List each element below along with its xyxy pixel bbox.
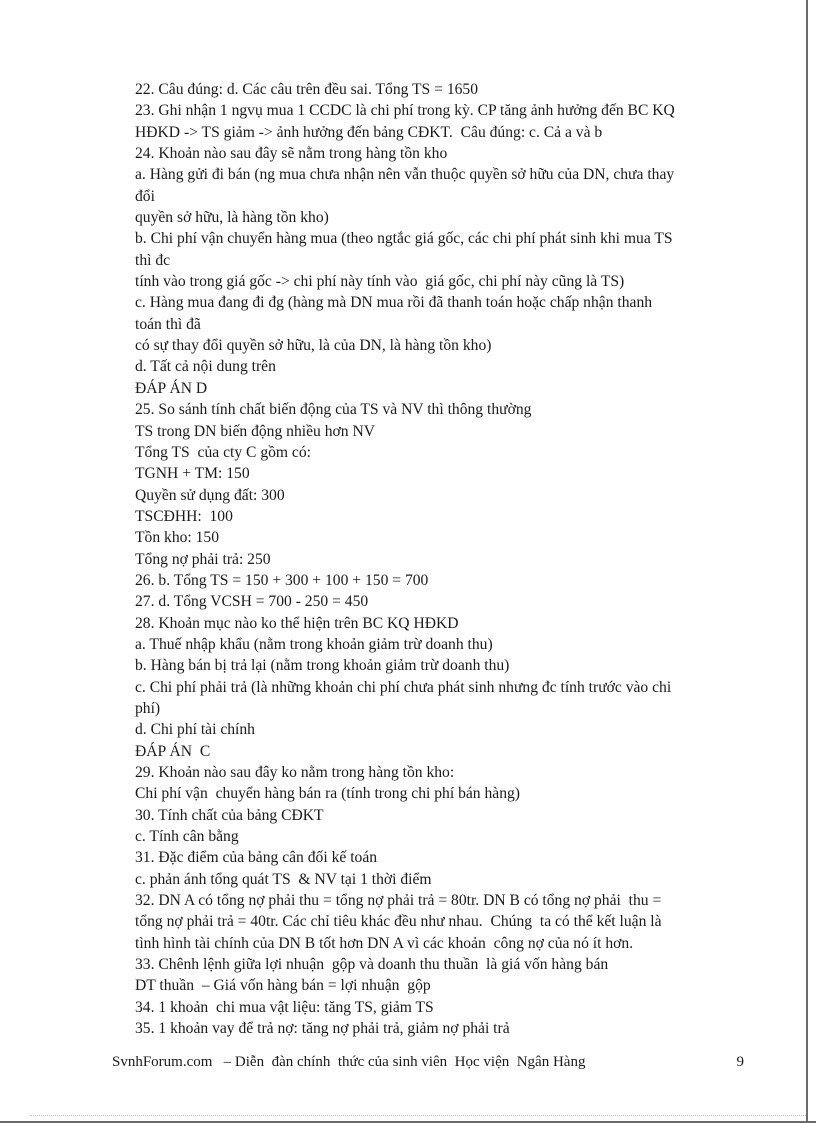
text-line: c. Hàng mua đang đi đg (hàng mà DN mua rồi đã thanh toán hoặc chấp nhận thanh <box>135 294 653 312</box>
text-line: b. Chi phí vận chuyển hàng mua (theo ngtắc giá gốc, các chi phí phát sinh khi mua TS <box>135 230 673 248</box>
page-number: 9 <box>736 1054 744 1070</box>
text-line: Tồn kho: 150 <box>135 529 220 547</box>
text-line: a. Hàng gửi đi bán (ng mua chưa nhận nên vẫn thuộc quyền sở hữu của DN, chưa thay <box>135 166 675 184</box>
text-line: 30. Tính chất của bảng CĐKT <box>135 806 324 824</box>
text-line: toán thì đã <box>135 315 201 333</box>
text-line: tính vào trong giá gốc -> chi phí này tính vào giá gốc, chi phí này cũng là TS) <box>135 273 625 291</box>
text-line: DT thuần – Giá vốn hàng bán = lợi nhuận gộp <box>135 977 431 995</box>
text-line: phí) <box>135 699 161 717</box>
text-line: a. Thuế nhập khẩu (nằm trong khoản giảm trừ doanh thu) <box>135 635 493 653</box>
text-line: 25. So sánh tính chất biến động của TS và NV thì thông thường <box>135 401 532 419</box>
text-line: c. phản ánh tổng quát TS & NV tại 1 thời điểm <box>135 870 432 888</box>
text-line: TS trong DN biến động nhiều hơn NV <box>135 422 375 440</box>
text-line: TGNH + TM: 150 <box>135 465 250 483</box>
text-line: 34. 1 khoản chi mua vật liệu: tăng TS, giảm TS <box>135 998 434 1016</box>
text-line: b. Hàng bán bị trả lại (nằm trong khoản giảm trừ doanh thu) <box>135 657 510 675</box>
text-line: thì đc <box>135 251 171 269</box>
text-line: đổi <box>135 187 155 205</box>
text-line: ĐÁP ÁN C <box>135 742 211 760</box>
document-body <box>135 79 745 1039</box>
text-line: TSCĐHH: 100 <box>135 507 233 525</box>
text-line: 33. Chênh lệnh giữa lợi nhuận gộp và doanh thu thuần là giá vốn hàng bán <box>135 956 609 974</box>
text-line: 28. Khoản mục nào ko thể hiện trên BC KQ HĐKD <box>135 614 459 632</box>
text-line: c. Chi phí phải trả (là những khoản chi phí chưa phát sinh nhưng đc tính trước vào chi <box>135 678 672 696</box>
text-line: 35. 1 khoản vay để trả nợ: tăng nợ phải trả, giảm nợ phải trả <box>135 1020 510 1038</box>
text-line: d. Tất cả nội dung trên <box>135 358 276 376</box>
text-line: 29. Khoản nào sau đây ko nằm trong hàng tồn kho: <box>135 764 455 781</box>
text-line: quyền sở hữu, là hàng tồn kho) <box>135 209 329 227</box>
text-line: tình hình tài chính của DN B tốt hơn DN A vì các khoản công nợ của nó ít hơn. <box>135 934 634 952</box>
text-line: ĐÁP ÁN D <box>135 379 208 397</box>
text-line: c. Tính cân bằng <box>135 828 239 846</box>
text-line: HĐKD -> TS giảm -> ảnh hưởng đến bảng CĐKT. Câu đúng: c. Cả a và b <box>135 123 603 141</box>
text-line: 32. DN A có tổng nợ phải thu = tổng nợ phải trả = 80tr. DN B có tổng nợ phải thu = <box>135 892 662 910</box>
text-line: 26. b. Tổng TS = 150 + 300 + 100 + 150 = 700 <box>135 571 429 589</box>
text-line: Tổng TS của cty C gồm có: <box>135 443 311 461</box>
text-line: 22. Câu đúng: d. Các câu trên đều sai. Tổng TS = 1650 <box>135 81 479 98</box>
text-line: 23. Ghi nhận 1 ngvụ mua 1 CCDC là chi phí trong kỳ. CP tăng ảnh hưởng đến BC KQ <box>135 102 675 120</box>
text-line: d. Chi phí tài chính <box>135 721 255 739</box>
text-line: có sự thay đổi quyền sở hữu, là của DN, là hàng tồn kho) <box>135 337 492 355</box>
text-line: tổng nợ phải trả = 40tr. Các chỉ tiêu khác đều như nhau. Chúng ta có thể kết luận là <box>135 913 662 931</box>
text-line: Chi phí vận chuyển hàng bán ra (tính trong chi phí bán hàng) <box>135 785 520 803</box>
text-line: Quyền sử dụng đất: 300 <box>135 486 285 504</box>
footer-text: SvnhForum.com – Diễn đàn chính thức của sinh viên Học viện Ngân Hàng <box>112 1054 586 1070</box>
text-line: 31. Đặc điểm của bảng cân đối kế toán <box>135 849 378 867</box>
text-line: 27. d. Tổng VCSH = 700 - 250 = 450 <box>135 593 369 611</box>
text-line: 24. Khoản nào sau đây sẽ nằm trong hàng tồn kho <box>135 145 448 163</box>
page-edge-right <box>806 0 808 1123</box>
bottom-dotted-rule <box>30 1115 806 1117</box>
text-line: Tổng nợ phải trả: 250 <box>135 550 271 568</box>
